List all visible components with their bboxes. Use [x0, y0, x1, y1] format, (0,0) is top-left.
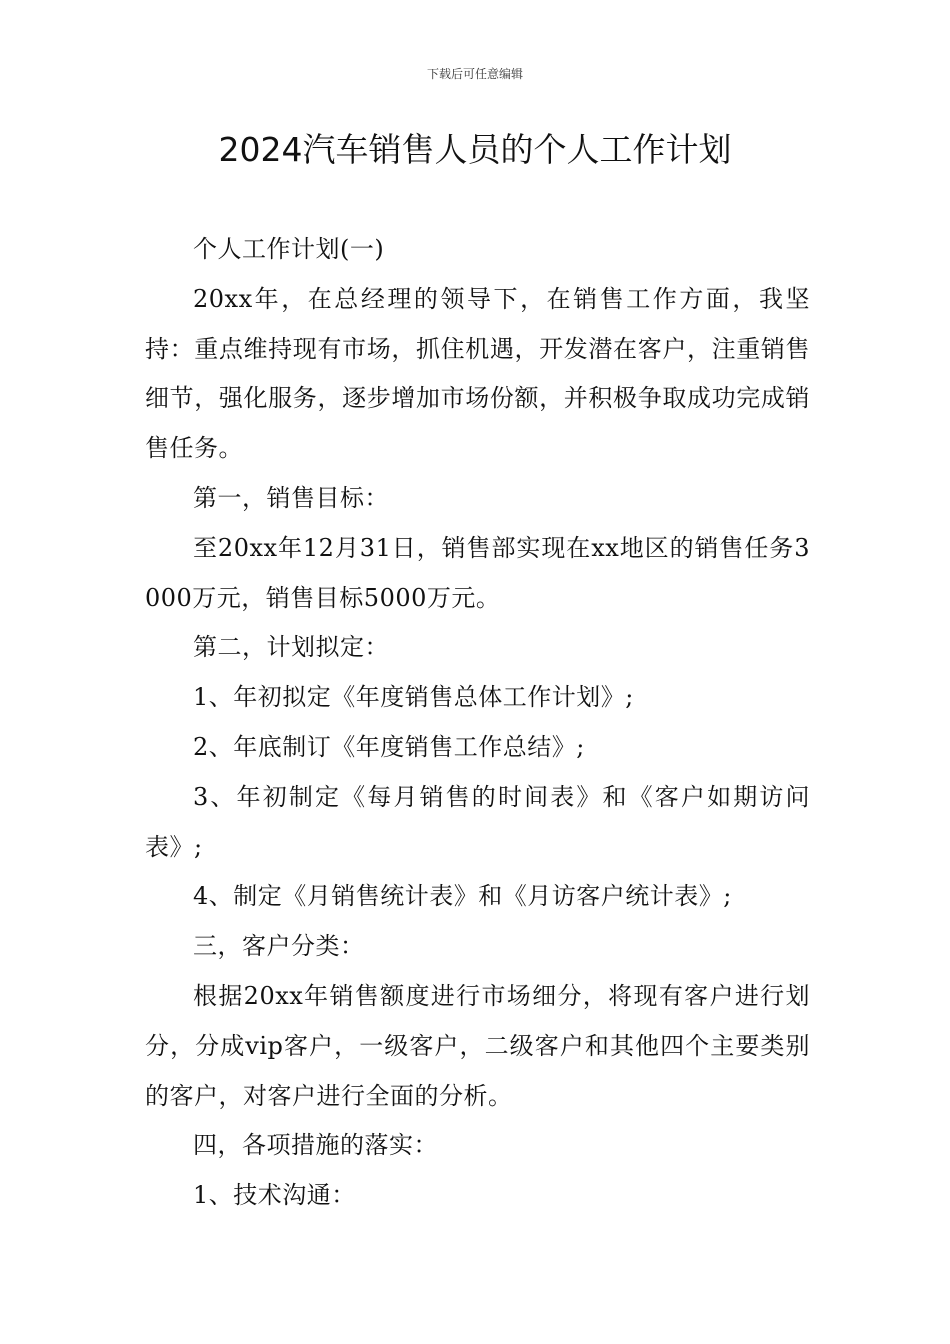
paragraph-plan-item-4: 4、制定《月销售统计表》和《月访客户统计表》; [193, 882, 732, 911]
paragraph-sales-target: 至20xx年12月31日，销售部实现在xx地区的销售任务3000万元，销售目标5000万元。 [145, 533, 810, 612]
paragraph-plan-item-2: 2、年底制订《年度销售工作总结》; [193, 732, 585, 761]
paragraph-measure-item-1: 1、技术沟通： [193, 1181, 356, 1210]
header-note: 下载后可任意编辑 [426, 67, 523, 81]
paragraph-plan-item-3: 3、年初制定《每月销售的时间表》和《客户如期访问表》; [145, 782, 810, 861]
paragraph-section-1-heading: 第一，销售目标： [193, 483, 389, 512]
paragraph-plan-item-1: 1、年初拟定《年度销售总体工作计划》; [193, 683, 634, 712]
paragraph-intro: 20xx年，在总经理的领导下，在销售工作方面，我坚持：重点维持现有市场，抓住机遇，开发潜在客户，注重销售细节，强化服务，逐步增加市场份额，并积极争取成功完成销售任务。 [145, 284, 810, 463]
paragraph-section-3-heading: 三，客户分类： [193, 932, 365, 961]
document-body [145, 225, 810, 1221]
paragraph-section-4-heading: 四，各项措施的落实： [193, 1131, 438, 1160]
paragraph-customer-classification: 根据20xx年销售额度进行市场细分，将现有客户进行划分，分成vip客户，一级客户，二级客户和其他四个主要类别的客户，对客户进行全面的分析。 [145, 981, 810, 1110]
document-title: 2024汽车销售人员的个人工作计划 [218, 130, 732, 169]
paragraph-plan-heading: 个人工作计划(一) [193, 235, 385, 263]
paragraph-section-2-heading: 第二，计划拟定： [193, 633, 389, 662]
